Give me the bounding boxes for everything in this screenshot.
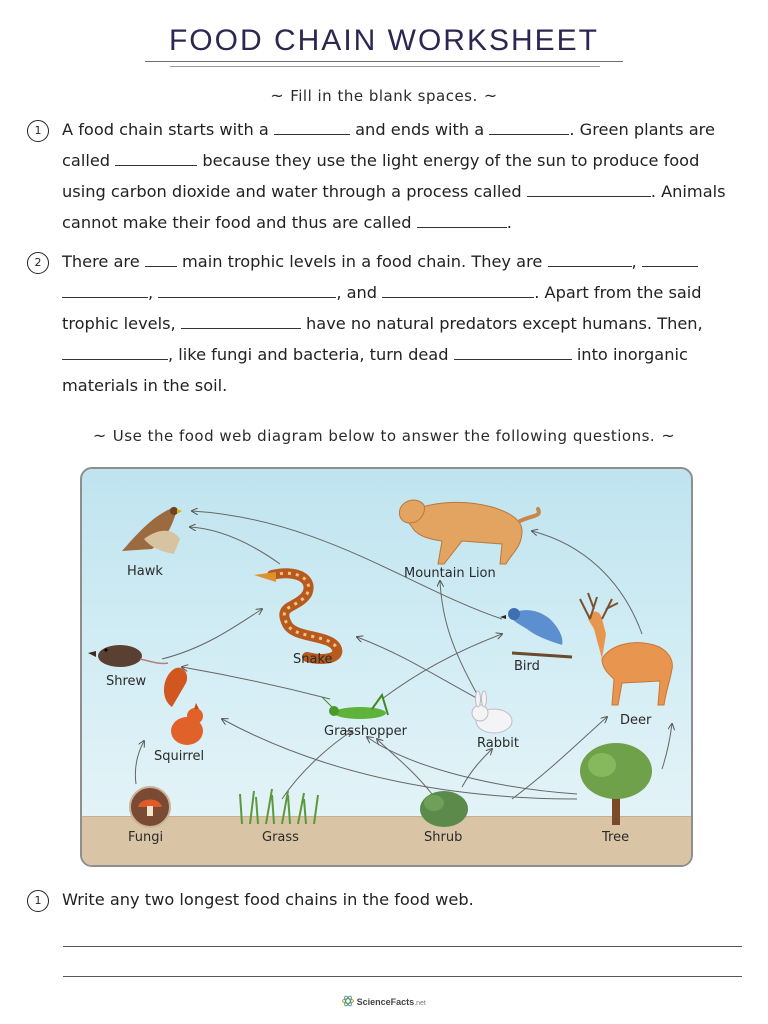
question-number-2: 2 <box>27 252 49 274</box>
q1-text-part: A food chain starts with a <box>62 120 269 139</box>
q1-text-part: because they use the light energy of the sun to produce food <box>202 151 700 170</box>
tree-illustration <box>580 743 652 825</box>
arrow-shrew-to-snake <box>162 609 262 659</box>
question-1-text <box>62 114 752 238</box>
squirrel-illustration <box>164 668 203 745</box>
blank-field[interactable] <box>62 281 148 298</box>
q2-text-part: into inorganic <box>576 345 688 364</box>
blank-field[interactable] <box>527 180 651 197</box>
q2-text-part: trophic levels, <box>62 314 176 333</box>
arrow-grasshopper-to-bird <box>382 634 502 699</box>
label-tree: Tree <box>602 830 630 845</box>
arrow-grass-to-grasshopper <box>282 731 352 799</box>
blank-field[interactable] <box>489 118 569 135</box>
blank-field[interactable] <box>382 281 534 298</box>
blank-field[interactable] <box>145 250 177 267</box>
arrow-snake-to-hawk <box>190 527 280 564</box>
q1-text-part: called <box>62 151 111 170</box>
label-fungi: Fungi <box>128 830 164 845</box>
label-shrew: Shrew <box>106 674 147 689</box>
hawk-illustration <box>122 507 182 554</box>
arrow-shrub-to-rabbit <box>462 749 492 787</box>
food-web-diagram <box>80 467 693 867</box>
q2-text-part: , like fungi and bacteria, turn dead <box>168 345 449 364</box>
label-snake: Snake <box>293 652 333 667</box>
question-2-text <box>62 246 752 401</box>
bird-illustration <box>500 608 572 657</box>
fungi-illustration <box>130 787 170 827</box>
brand-suffix: .net <box>414 1000 426 1007</box>
q2-text-part: There are <box>62 252 140 271</box>
q2-text-part: main trophic levels in a food chain. They are <box>182 252 543 271</box>
blank-field[interactable] <box>115 149 197 166</box>
rabbit-illustration <box>472 691 512 733</box>
title-underline-thin <box>170 66 600 67</box>
instruction-text: Fill in the blank spaces. <box>290 87 478 105</box>
arrow-tree-to-deer <box>662 724 672 769</box>
answer-line-1[interactable] <box>63 946 742 947</box>
q2-text-part: , <box>148 283 154 302</box>
blank-field[interactable] <box>454 343 572 360</box>
q1-text-part: . <box>506 213 512 232</box>
tilde-ornament-left: ~ <box>270 86 285 105</box>
blank-field[interactable] <box>62 343 168 360</box>
q2-text-part: . Apart from the said <box>534 283 702 302</box>
shrub-illustration <box>420 791 468 827</box>
question-number-1: 1 <box>27 120 49 142</box>
arrow-grasshopper-to-shrew <box>182 667 330 699</box>
food-web-artwork <box>82 469 691 865</box>
question-number-3: 1 <box>27 890 49 912</box>
grasshopper-illustration <box>322 695 388 719</box>
footer-brand <box>0 995 768 1007</box>
brand-name: ScienceFacts <box>356 997 415 1007</box>
worksheet-title: FOOD CHAIN WORKSHEET <box>168 24 599 57</box>
arrow-rabbit-to-snake <box>357 637 482 701</box>
label-bird: Bird <box>514 659 540 674</box>
instruction-food-web <box>0 426 768 445</box>
q1-text-part: . Animals <box>650 182 726 201</box>
blank-field[interactable] <box>548 250 632 267</box>
label-squirrel: Squirrel <box>154 749 205 764</box>
q2-text-part: materials in the soil. <box>62 376 228 395</box>
blank-field[interactable] <box>417 211 507 228</box>
blank-field[interactable] <box>642 250 698 267</box>
label-grass: Grass <box>262 830 299 845</box>
label-rabbit: Rabbit <box>477 736 519 751</box>
arrow-tree-to-grasshopper <box>367 737 577 794</box>
blank-field[interactable] <box>158 281 336 298</box>
q2-text-part: have no natural predators except humans. Then, <box>306 314 703 333</box>
label-shrub: Shrub <box>424 830 463 845</box>
arrow-rabbit-to-mountain-lion <box>440 581 477 694</box>
q2-text-part: , and <box>336 283 378 302</box>
q1-text-part: and ends with a <box>355 120 485 139</box>
label-deer: Deer <box>620 713 652 728</box>
q1-text-part: . Green plants are <box>569 120 715 139</box>
q2-text-part: , <box>631 252 637 271</box>
arrow-fungi-to-squirrel <box>135 741 144 784</box>
blank-field[interactable] <box>274 118 350 135</box>
label-mountain-lion: Mountain Lion <box>404 566 496 581</box>
tilde-ornament-left: ~ <box>92 426 107 445</box>
blank-field[interactable] <box>181 312 301 329</box>
shrew-illustration <box>88 645 168 667</box>
snake-illustration <box>254 572 337 659</box>
title-underline <box>145 61 623 62</box>
tilde-ornament-right: ~ <box>483 86 498 105</box>
instruction-fill-blanks <box>0 86 768 105</box>
q1-text-part: cannot make their food and thus are called <box>62 213 412 232</box>
answer-line-2[interactable] <box>63 976 742 977</box>
q1-text-part: using carbon dioxide and water through a process called <box>62 182 522 201</box>
instruction-text: Use the food web diagram below to answer the following questions. <box>112 427 656 445</box>
deer-illustration <box>580 593 672 705</box>
arrow-shrub-to-grasshopper <box>377 739 432 794</box>
atom-logo-icon <box>342 995 354 1007</box>
label-hawk: Hawk <box>127 564 163 579</box>
question-3-text: Write any two longest food chains in the food web. <box>62 890 474 909</box>
grass-illustration <box>240 789 318 824</box>
label-grasshopper: Grasshopper <box>324 724 407 739</box>
tilde-ornament-right: ~ <box>661 426 676 445</box>
mountain-lion-illustration <box>399 500 538 564</box>
